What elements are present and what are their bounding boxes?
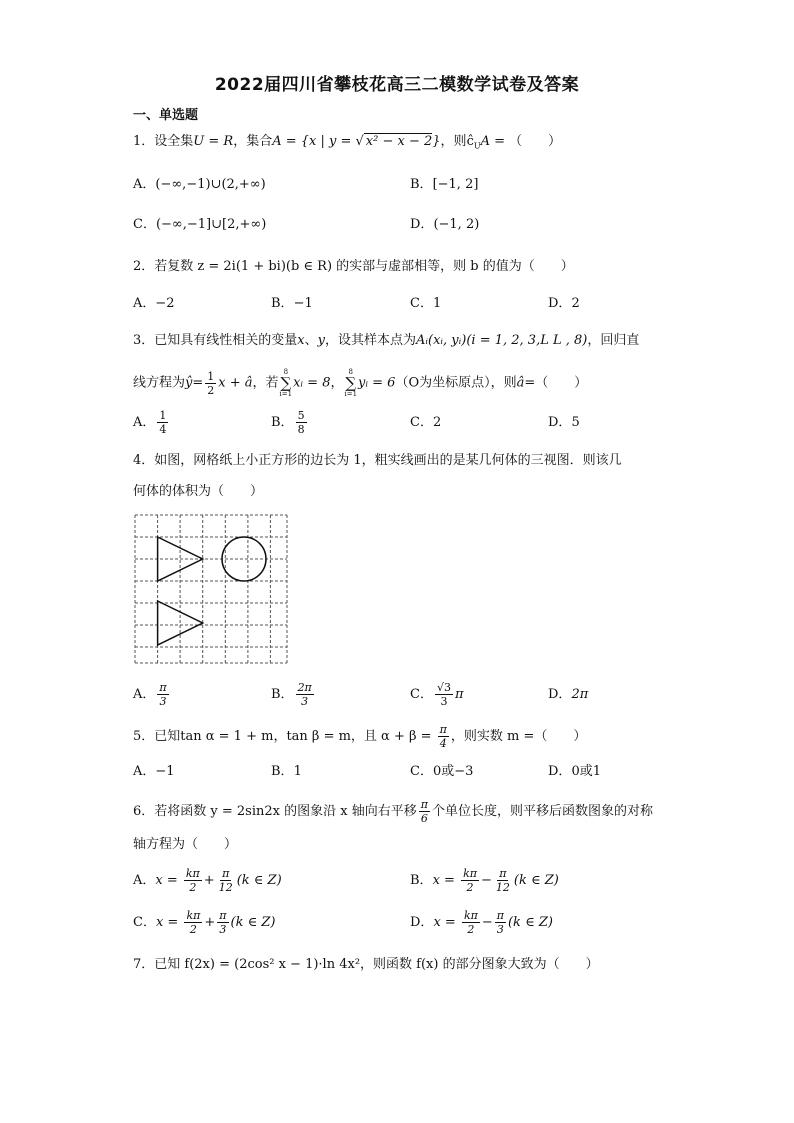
- question-4-option-c[interactable]: C． $\frac{√3}{3}$ π: [410, 681, 464, 708]
- question-5-option-b[interactable]: B．1: [271, 764, 302, 779]
- question-3-option-d[interactable]: D．5: [548, 415, 580, 430]
- question-3-option-c[interactable]: C．2: [410, 415, 442, 430]
- question-2-option-d[interactable]: D．2: [548, 296, 580, 311]
- question-3-stem-line1: 3．已知具有线性相关的变量x、y，设其样本点为Aᵢ(xᵢ, yᵢ)(i = 1, 2, 3,L L , 8)，回归直: [133, 333, 640, 348]
- question-6-option-c[interactable]: C．x = $\frac{k\pi}{2}$ + $\frac{\pi}{3}$ (k ∈ Z): [133, 909, 276, 936]
- question-6-option-b[interactable]: B．x = $\frac{k\pi}{2}$ − $\frac{\pi}{12}$ (k ∈ Z): [410, 867, 559, 894]
- question-6-option-d[interactable]: D．x = $\frac{k\pi}{2}$ − $\frac{\pi}{3}$ (k ∈ Z): [410, 909, 553, 936]
- question-5-option-a[interactable]: A．−1: [133, 764, 175, 779]
- question-1-option-b[interactable]: B．[−1, 2]: [410, 177, 479, 192]
- question-5-stem: 5．已知tan α = 1 + m，tan β = m，且 α + β = $\frac{\pi}{4}$ ，则实数 m =（ ）: [133, 723, 587, 750]
- question-2-option-c[interactable]: C．1: [410, 296, 442, 311]
- question-5-option-c[interactable]: C．0或−3: [410, 764, 474, 779]
- question-6-stem-line2: 轴方程为（ ）: [133, 837, 238, 852]
- page-title: 2022届四川省攀枝花高三二模数学试卷及答案: [214, 75, 580, 95]
- question-3-option-b[interactable]: B． $\frac{5}{8}$: [271, 409, 305, 436]
- question-6-stem-line1: 6．若将函数 y = 2sin2x 的图象沿 x 轴向右平移 $\frac{\pi}{6}$ 个单位长度，则平移后函数图象的对称: [133, 798, 653, 825]
- question-2-option-b[interactable]: B．−1: [271, 296, 313, 311]
- question-1-option-c[interactable]: C．(−∞,−1]∪[2,+∞): [133, 217, 267, 232]
- question-4-option-b[interactable]: B． $\frac{2\pi}{3}$: [271, 681, 312, 708]
- question-4-stem-line1: 4．如图，网格纸上小正方形的边长为 1，粗实线画出的是某几何体的三视图．则该几: [133, 453, 622, 468]
- three-view-grid-figure: [133, 513, 289, 665]
- question-1-option-d[interactable]: D．(−1, 2): [410, 217, 480, 232]
- question-1-option-a[interactable]: A．(−∞,−1)∪(2,+∞): [133, 177, 266, 192]
- side-view-circle: [222, 537, 266, 581]
- question-3-stem-line2: 线方程为ŷ= $\frac{1}{2}$ x + â，若 8 ∑ i=1 xᵢ = 8， 8 ∑ i=1 yᵢ = 6（O为坐标原点），则â=（ ）: [133, 368, 588, 398]
- question-2-stem: 2．若复数 z = 2i(1 + bi)(b ∈ R) 的实部与虚部相等，则 b 的值为（ ）: [133, 259, 574, 274]
- question-4-stem-line2: 何体的体积为（ ）: [133, 484, 264, 499]
- question-3-option-a[interactable]: A． $\frac{1}{4}$: [133, 409, 167, 436]
- question-1-stem: 1．设全集U = R，集合A = {x | y = √ x² − x − 2}，则$ĉ_UA$ = （ ）: [133, 134, 562, 151]
- question-6-option-a[interactable]: A．x = $\frac{k\pi}{2}$ + $\frac{\pi}{12}$ (k ∈ Z): [133, 867, 282, 894]
- question-4-option-d[interactable]: D．2π: [548, 687, 589, 702]
- question-7-stem: 7．已知 f(2x) = (2cos² x − 1)·ln 4x²，则函数 f(x) 的部分图象大致为（ ）: [133, 957, 599, 972]
- question-5-option-d[interactable]: D．0或1: [548, 764, 601, 779]
- question-2-option-a[interactable]: A．−2: [133, 296, 175, 311]
- question-4-option-a[interactable]: A． $\frac{\pi}{3}$: [133, 681, 167, 708]
- section-heading: 一、单选题: [133, 108, 199, 123]
